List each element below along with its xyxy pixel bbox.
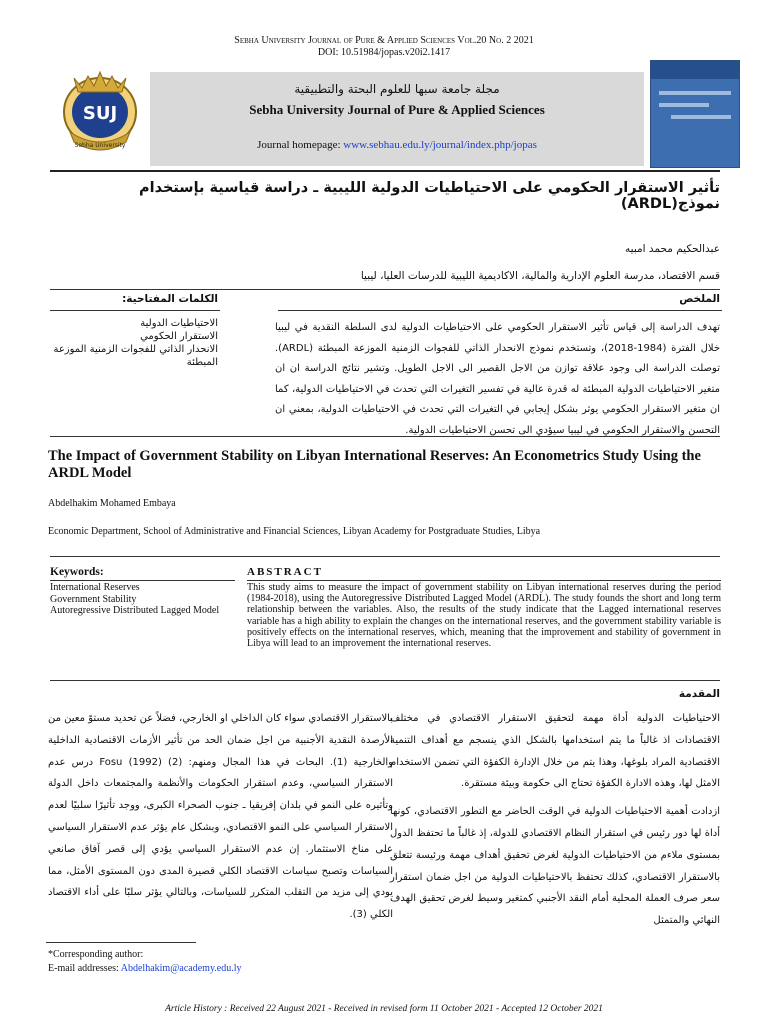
- homepage-label: Journal homepage:: [257, 139, 341, 151]
- logo-text: SUJ: [82, 103, 118, 124]
- body-column-left: بالاستقرار الاقتصادي سواء كان الداخلي او الخارجي، فضلاً عن تحديد مستوً معين من الأرصدة النقدية الأجنبية من اجل ضمان الحد من تأثير الأزمات الاقتصادية الداخلية والخارجية (1). البحاث في هذا المجال ومنهم: Fosu (1992) (2) درس عدم الاستقرار السياسي، وعدم استقرار الحكومات والأنظمة والمجتمعات داخل الدولة وتأثيره على النمو في بلدان إفريقيا ـ جنوب الصحراء الكبرى، ووجد تأثيرًا سلبيًا لعدم الاستقرار السياسي على النمو الاقتصادي، وبشكل عام يؤثر عدم الاستقرار السياسي على مناخ الاستثمار. إن عدم الاستقرار السياسي يؤدي إلى قصر آفاق صانعي السياسات وتصبح سياسات الاقتصاد الكلي قصيرة المدى دون المستوى الأمثل، مما يودي إلى مزيد من التقلب المتكرر للسياسات، وبالتالي يؤثر سلبًا على أداء الاقتصاد الكلي (3).: [48, 713, 393, 921]
- logo-caption: Sebha University: [74, 142, 126, 149]
- doi: DOI: 10.51984/jopas.v20i2.1417: [317, 47, 451, 58]
- journal-homepage: [150, 139, 644, 151]
- keywords-list: [50, 582, 235, 617]
- arabic-keywords-heading: الكلمات المفتاحية:: [122, 293, 218, 305]
- journal-citation: Sebha University Journal of Pure & Applied Sciences Vol.20 No. 2 2021: [234, 35, 534, 46]
- running-header: [0, 35, 768, 59]
- article-history: Article History : Received 22 August 2021 - Received in revised form 11 October 2021 - Accepted 12 October 2021: [165, 1004, 603, 1014]
- journal-banner: [50, 58, 740, 166]
- divider: [50, 436, 720, 437]
- english-keywords: [50, 566, 235, 617]
- introduction-heading: المقدمة: [678, 688, 720, 700]
- divider: [50, 289, 720, 290]
- journal-english-name: Sebha University Journal of Pure & Applied Sciences: [249, 102, 545, 117]
- email-label: E-mail addresses:: [48, 963, 119, 974]
- email-link[interactable]: Abdelhakim@academy.edu.ly: [120, 963, 242, 974]
- arabic-keyword: الاحتياطيات الدولية: [140, 318, 218, 329]
- arabic-keyword: الاستقرار الحكومي: [140, 331, 218, 342]
- paragraph: الاحتياطيات الدولية أداة مهمة لتحقيق الاستقرار الاقتصادي في مختلف الاقتصادات اذ غالباً ما يتم استخدامها بالشكل الذي ينسجم مع أهداف التنمية الاقتصادية المراد بلوغها، وهذا يتم من خلال الإدارة الكفؤة التي تضمن الاستخدام الامثل لها، وهذه الادارة الكفؤة تحتاج الى حكومة وبيئة مستقرة.: [390, 713, 720, 790]
- arabic-abstract: تهدف الدراسة إلى قياس تأثير الاستقرار الحكومي على الاحتياطيات الدولية لدى السلطة النقدية في ليبيا خلال الفترة (1984-2018)، وتستخدم نموذج الانحدار الذاتي للفجوات الزمنية الموزعة المبطئة (ARDL). توصلت الدراسة الى وجود علاقة توازن من الاجل القصير الى الاجل الطويل. وتشير نتائج الدراسة ان ان متغير الاحتياطيات الدولية المبطئة له قدرة عالية في تفسير التغيرات التي تحدث في الاحتياطيات الدولية، كما ان متغير الاستقرار الحكومي يوثر بشكل إيجابي في التغيرات التي تحدث في الاحتياطيات الدولية، بمعني ان التحسن والاستقرار الحكومي في ليبيا سيؤدي الى تحسن الاحتياطيات الدولية.: [275, 322, 720, 436]
- homepage-link[interactable]: www.sebhau.edu.ly/journal/index.php/jopas: [343, 139, 537, 151]
- body-column-right: [390, 708, 720, 938]
- english-abstract: [247, 566, 721, 649]
- abstract-heading: ABSTRACT: [247, 566, 721, 581]
- arabic-keyword: الانحدار الذاتي للفجوات الزمنية الموزعة المبطئة: [53, 344, 218, 368]
- divider: [50, 170, 720, 172]
- english-author: Abdelhakim Mohamed Embaya: [48, 498, 176, 509]
- footnote-divider: [46, 942, 196, 943]
- arabic-keywords-list: [48, 317, 218, 369]
- arabic-author: عبدالحكيم محمد امبيه: [625, 243, 720, 255]
- paragraph: ازدادت أهمية الاحتياطيات الدولية في الوقت الحاضر مع التطور الاقتصادي، كونها أداة لها دور رئيس في استقرار النظام الاقتصادي للدولة، إذ غالباً ما تحتفظ الدول بمستوى ملاءم من الاحتياطيات الدولية لغرض تحقيق أهداف مهمة ورئيسة تتعلق بالاستقرار الاقتصادي، كذلك تحتفظ بالاحتياطيات الدولية من اجل ضمان استقرار سعر صرف العملة المحلية أمام النقد الأجنبي كمتغير وسيط لغرض تحقيق الهدف النهائي والمتمثل: [390, 806, 720, 927]
- divider: [50, 310, 220, 311]
- keyword: Autoregressive Distributed Lagged Model: [50, 605, 220, 616]
- keywords-heading: Keywords:: [50, 566, 235, 581]
- journal-arabic-name: مجلة جامعة سبها للعلوم البحتة والتطبيقية: [294, 82, 500, 96]
- university-logo: [60, 66, 140, 158]
- divider: [278, 310, 722, 311]
- cover-header-band: [651, 61, 739, 79]
- cover-decoration: [671, 115, 731, 119]
- keyword: International Reserves: [50, 582, 140, 593]
- arabic-affiliation: قسم الاقتصاد، مدرسة العلوم الإدارية والمالية، الاكاديمية الليبية للدرسات العليا، ليبيا: [360, 270, 720, 282]
- arabic-abstract-heading: الملخص: [679, 293, 720, 305]
- cover-decoration: [659, 91, 731, 95]
- divider: [50, 556, 720, 557]
- arabic-article-title: تأثير الاستقرار الحكومي على الاحتياطيات الدولية الليبية ـ دراسة قياسية بإستخدام نموذج(ARDL): [138, 180, 720, 212]
- email-line: [48, 963, 242, 974]
- corresponding-author-note: *Corresponding author:: [48, 949, 144, 960]
- keyword: Government Stability: [50, 593, 137, 605]
- journal-cover-thumbnail: [650, 60, 740, 168]
- divider: [50, 680, 720, 681]
- cover-decoration: [659, 103, 709, 107]
- english-article-title: The Impact of Government Stability on Libyan International Reserves: An Econometrics Study Using the ARDL Model: [48, 448, 701, 481]
- english-affiliation: Economic Department, School of Administrative and Financial Sciences, Libyan Academy for Postgraduate Studies, Libya: [48, 526, 541, 537]
- abstract-body: This study aims to measure the impact of government stability on Libyan international reserves during the period (1984-2018), using the Autoregressive Distributed Lagged Model (ARDL). The study founds the short and long term relationship between the variables. Also, the results of the study indicate that the Lagged international reserves variable has a high ability to explain the changes on the international reserves, and the government stability variable is positively effects on the international reserves, which, meaning that the improvement and stability of government in Libya will lead to an improvement the international reserves.: [247, 582, 721, 650]
